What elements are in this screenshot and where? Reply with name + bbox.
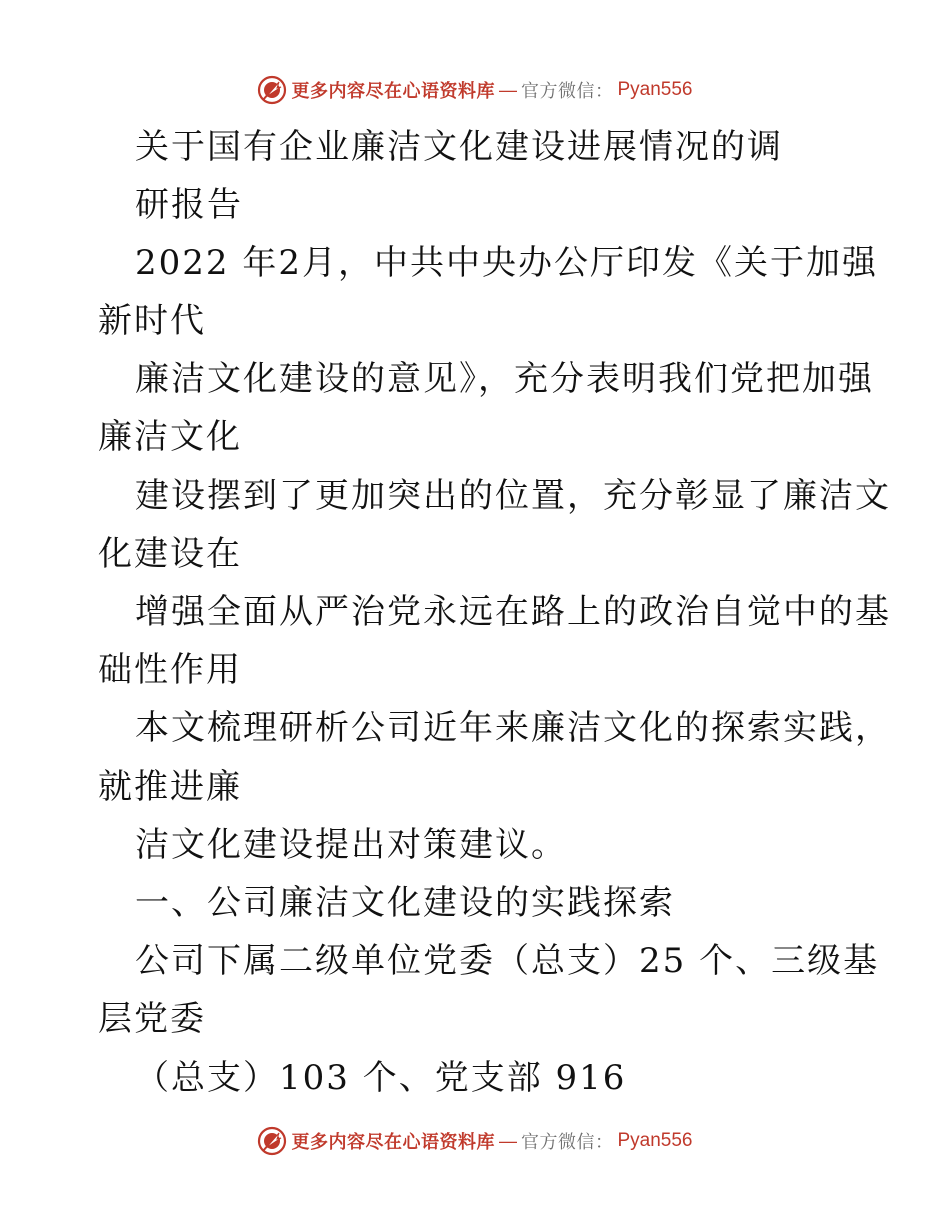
watermark-group [257,1126,692,1156]
paragraph-line: 廉洁文化建设的意见》，充分表明我们党把加强 [135,359,874,399]
paragraph-line: 新时代 [98,301,206,341]
paragraph-line: 洁文化建设提出对策建议。 [135,825,567,865]
watermark-wechat-id: Pyan556 [617,79,693,100]
watermark-group [257,75,692,105]
footer-watermark [0,1121,950,1161]
paragraph-line: 建设摆到了更加突出的位置，充分彰显了廉洁文 [135,476,891,516]
quill-logo-icon [257,1126,287,1156]
watermark-wechat-id: Pyan556 [617,1130,693,1151]
quill-logo-icon [257,75,287,105]
paragraph-line: 就推进廉 [98,767,242,807]
watermark-brand: 更多内容尽在心语资料库 [291,81,495,102]
title-line-1: 关于国有企业廉洁文化建设进展情况的调 [135,127,783,167]
watermark-dash: — [498,79,517,100]
paragraph-line: （总支）103 个、党支部 916 [135,1058,627,1098]
paragraph-line: 廉洁文化 [98,417,242,457]
paragraph-line: 化建设在 [98,534,242,574]
paragraph-line: 层党委 [98,999,206,1039]
paragraph-line: 础性作用 [98,650,242,690]
section-heading: 一、公司廉洁文化建设的实践探索 [135,883,675,923]
header-watermark [0,70,950,110]
paragraph-line: 本文梳理研析公司近年来廉洁文化的探索实践， [135,708,891,748]
watermark-brand: 更多内容尽在心语资料库 [291,1132,495,1153]
paragraph-line: 2022 年2月，中共中央办公厅印发《关于加强 [135,243,878,283]
watermark-label: 官方微信： [520,1132,614,1153]
paragraph-line: 公司下属二级单位党委（总支）25 个、三级基 [135,941,880,981]
watermark-label: 官方微信： [520,81,614,102]
paragraph-line: 增强全面从严治党永远在路上的政治自觉中的基 [135,592,891,632]
watermark-dash: — [498,1130,517,1151]
title-line-2: 研报告 [135,185,243,225]
